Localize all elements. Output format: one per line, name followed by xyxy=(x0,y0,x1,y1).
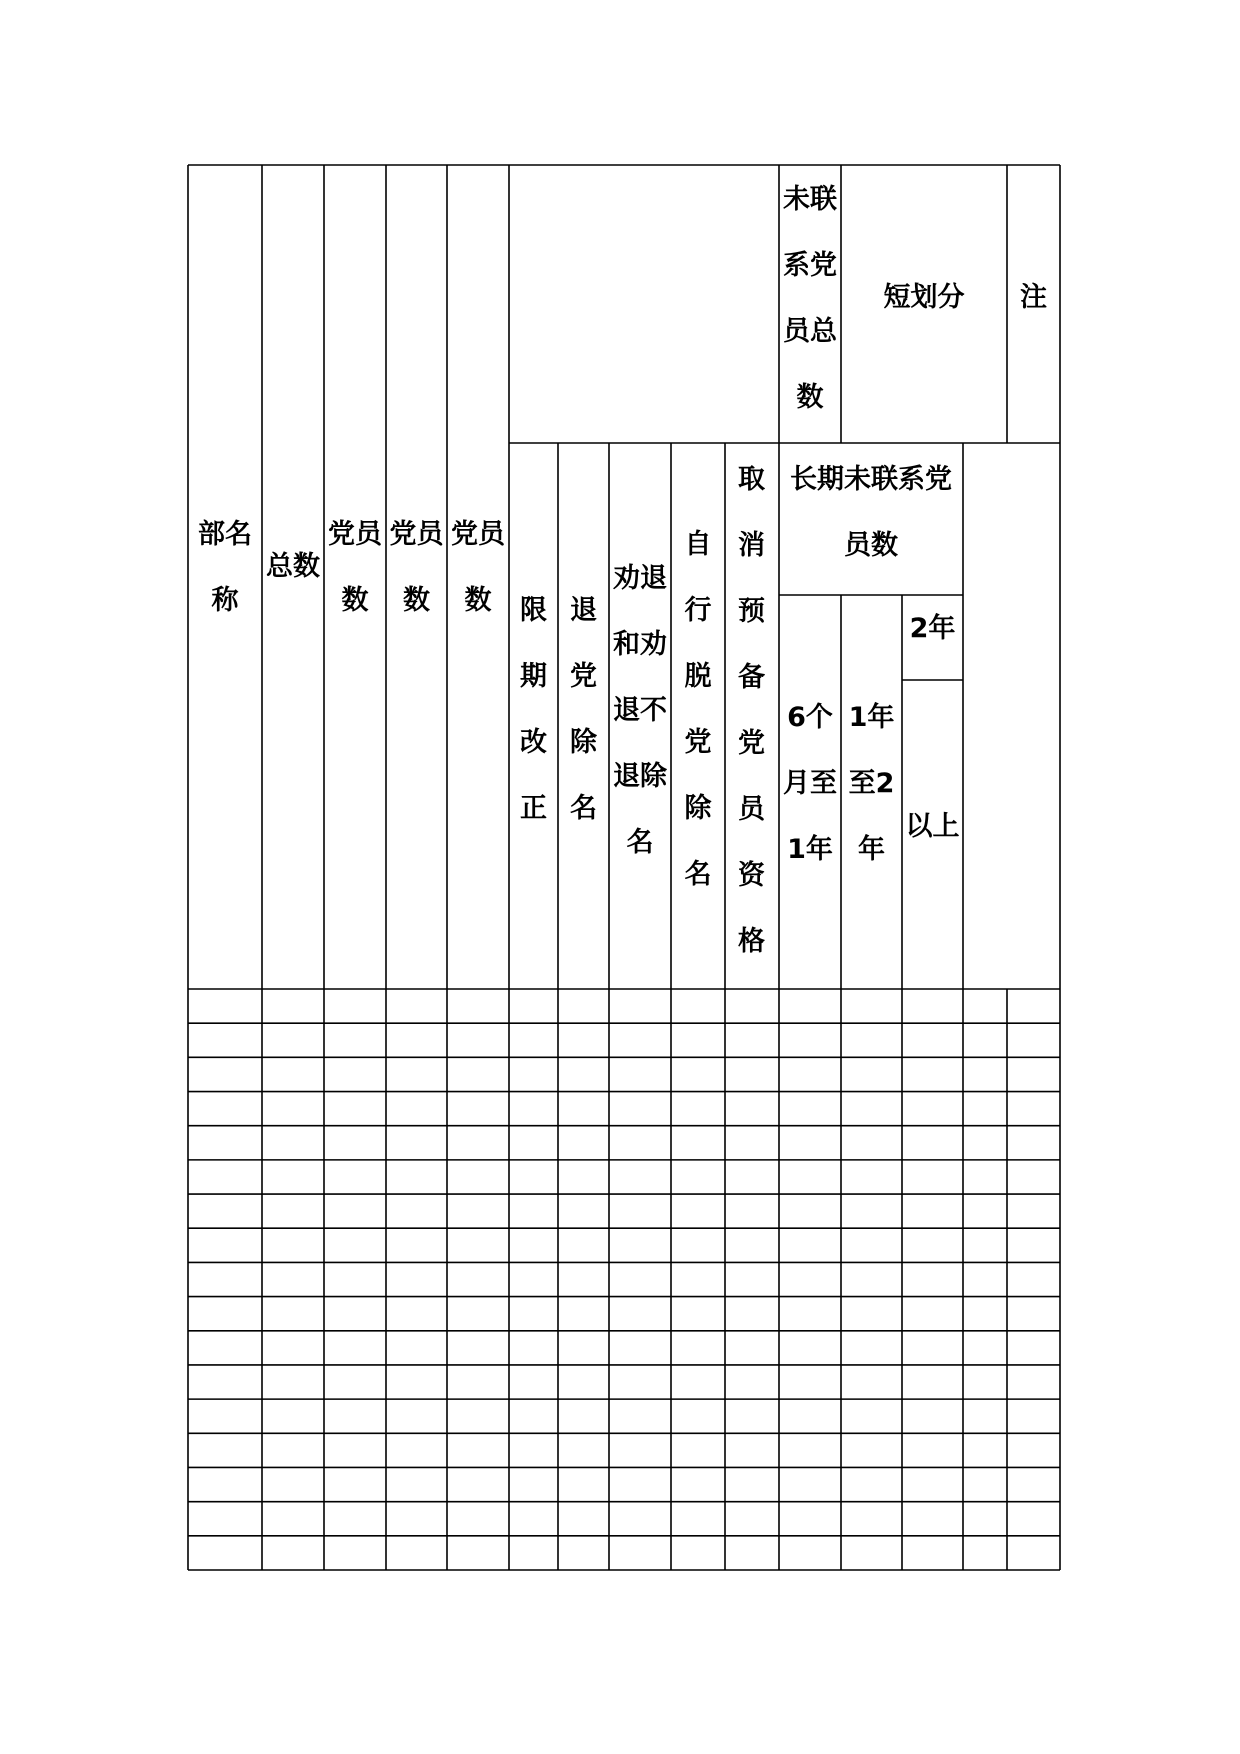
header-unreachable-total: 未联 系党 员总 数 xyxy=(783,184,837,413)
header-cancel-probationary: 取 消 预 备 党 员 资 格 xyxy=(738,464,765,957)
header-short-term: 短划分 xyxy=(883,282,965,313)
header-party-members-1: 党员 数 xyxy=(328,519,382,616)
header-dept-name: 部名 称 xyxy=(198,519,252,616)
header-two-yr: 2年 xyxy=(909,613,956,644)
header-party-members-2: 党员 数 xyxy=(389,519,444,616)
header-remark: 注 xyxy=(1020,282,1047,313)
header-self-quit-expel: 自 行 脱 党 除 名 xyxy=(684,529,712,890)
header-six-months-to-1yr: 6个 月至 1年 xyxy=(783,702,837,865)
header-long-term-unreachable: 长期未联系党 员数 xyxy=(790,464,952,561)
header-party-members-3: 党员 数 xyxy=(451,519,505,616)
header-total: 总数 xyxy=(266,551,320,582)
header-withdraw-expel: 退 党 除 名 xyxy=(570,595,597,824)
header-above: 以上 xyxy=(905,811,960,842)
header-deadline-correction: 限 期 改 正 xyxy=(520,595,547,824)
header-one-to-2yr: 1年 至2 年 xyxy=(848,702,895,865)
header-persuade-withdraw: 劝退 和劝 退不 退除 名 xyxy=(613,563,667,858)
